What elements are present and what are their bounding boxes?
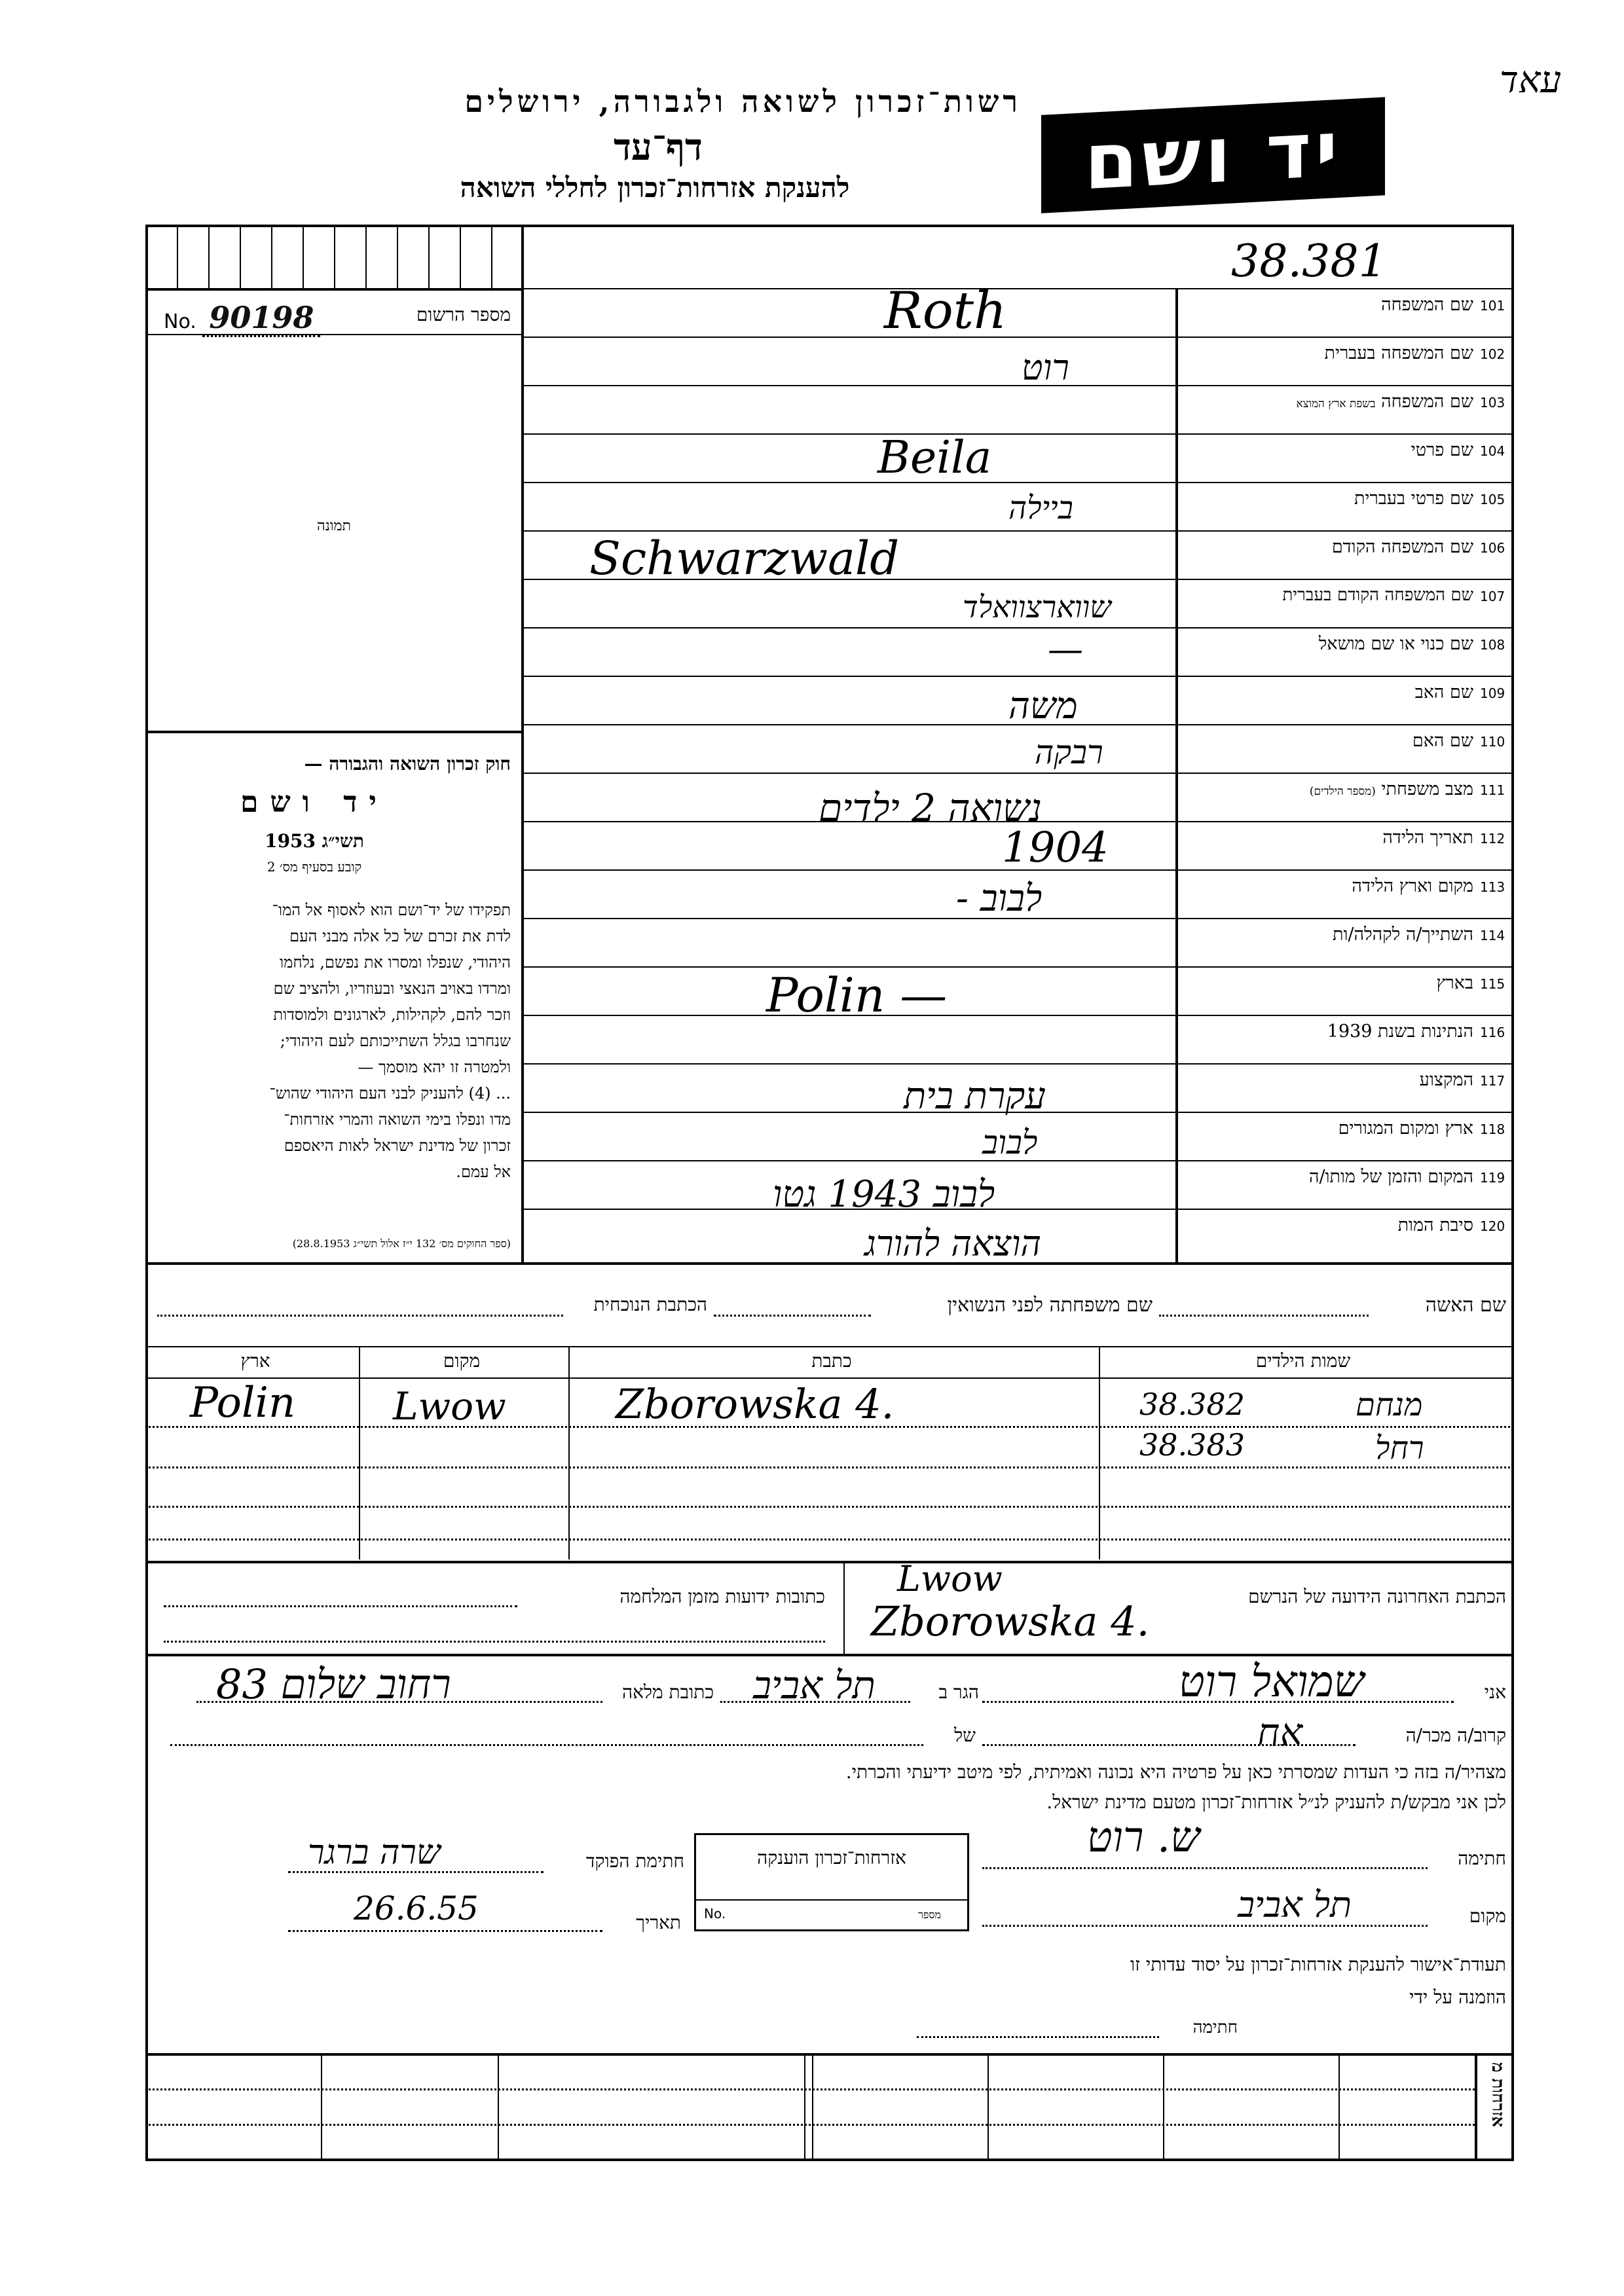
inspector-value: שרה ברגר — [308, 1833, 441, 1872]
field-number: 102 — [1480, 346, 1505, 362]
child-name: רחל — [1375, 1430, 1424, 1467]
field-number: 105 — [1480, 492, 1505, 507]
statement-2: לכן אני מבקש/ת להעניק לנ״ל אזרחות־זכרון מטעם מדינת ישראל. — [1046, 1791, 1506, 1813]
field-value-family-name: Roth — [884, 282, 1007, 340]
field-value-birth-place: לבוב - — [956, 877, 1043, 920]
field-value-death-place-time: לבוב 1943 גטו — [773, 1173, 995, 1216]
place-value: תל אביב — [1238, 1884, 1352, 1925]
field-label-previous-family-name-hebrew: שם המשפחה הקודם בעברית — [1282, 585, 1473, 605]
field-label-marital-status — [1185, 779, 1473, 799]
form-title: דף־עד — [613, 126, 703, 169]
record-id: 38.381 — [1231, 236, 1387, 287]
field-number: 117 — [1480, 1073, 1505, 1089]
law-line: ולמטרה זו יהא מוסמך — — [358, 1058, 511, 1076]
law-line: היהודי, שנפלו ומסרו את נפשם, נלחמו — [280, 953, 511, 972]
field-label-birth-date: תאריך הלידה — [1382, 828, 1473, 848]
field-number: 112 — [1480, 831, 1505, 847]
law-line: ... (4) להעניק לבני העם היהודי שהוש־ — [269, 1084, 511, 1102]
field-value-country: Polin — — [766, 968, 948, 1023]
registry-number-label: מספר הרשום — [416, 304, 511, 325]
wife-maiden-label: שם משפחתה לפני הנשואין — [947, 1294, 1153, 1317]
field-number: 107 — [1480, 589, 1505, 604]
field-value-death-cause: הוצאה להורג — [864, 1223, 1042, 1264]
children-header-address: כתבת — [811, 1350, 852, 1372]
wartime-address-label: כתובות ידועות מזמן המלחמה — [619, 1586, 825, 1607]
corner-note: ﬠﬡﬢ — [1500, 59, 1562, 101]
declarant-i-label: אני — [1484, 1681, 1506, 1703]
field-label-nickname: שם כנוי או שם מושאל — [1318, 634, 1473, 654]
registry-number — [164, 300, 320, 335]
wife-address-label: הכתבת הנוכחית — [593, 1294, 707, 1315]
field-label-mother-name: שם האם — [1412, 731, 1473, 751]
field-sublabel: בשפת ארץ המוצא — [1296, 397, 1376, 410]
field-number: 101 — [1480, 298, 1505, 314]
field-number: 118 — [1480, 1121, 1505, 1137]
children-header-names: שמות הילדים — [1255, 1350, 1351, 1372]
field-value-mother-name: רבקה — [1035, 733, 1103, 771]
stamp-title: אזרחות־זכרון הוענקה — [757, 1847, 906, 1868]
stamp-number-prefix: No. — [704, 1906, 726, 1922]
field-value-first-name-hebrew: ביילה — [1008, 490, 1073, 526]
field-label-community: השתייך/ה לקהלה/ות — [1333, 924, 1473, 945]
certificate-line-1: תעודת־אישור להענקת אזרחות־זכרון על יסוד עדותי זו — [1130, 1954, 1506, 1975]
relative-label: קרוב/ה מכר/ה — [1405, 1724, 1506, 1746]
field-value-profession: עקרת בית — [904, 1075, 1046, 1118]
field-number: 116 — [1480, 1025, 1505, 1040]
field-value-family-name-hebrew: רוט — [1022, 347, 1069, 388]
signature-label: חתימה — [1458, 1848, 1506, 1869]
field-label-first-name-hebrew: שם פרטי בעברית — [1354, 488, 1473, 509]
children-header-country: ארץ — [240, 1350, 270, 1372]
law-line: לדת את זכרם של כל אלה מבני העם — [289, 927, 511, 945]
field-label-father-name: שם האב — [1414, 682, 1473, 702]
stamp-number-label: מספר — [918, 1908, 941, 1921]
field-number: 115 — [1480, 976, 1505, 992]
field-number: 120 — [1480, 1218, 1505, 1234]
field-label-residence: ארץ ומקום המגורים — [1338, 1118, 1473, 1139]
field-label-text: מצב משפחתי — [1381, 779, 1473, 799]
last-address-value-2: Zborowska 4. — [871, 1597, 1150, 1645]
law-title: חוק זכרון השואה והגבורה — — [304, 753, 511, 774]
field-number: 109 — [1480, 685, 1505, 701]
last-address-value-1: Lwow — [897, 1558, 1003, 1599]
law-line: תפקידו של יד־ושם הוא לאסוף אל המו־ — [272, 901, 511, 919]
field-number: 111 — [1480, 782, 1505, 798]
law-line: ומרדו באויב הנאצי ובעוזריו, ולהציב שם — [273, 979, 511, 998]
registry-number-prefix: No. — [164, 310, 196, 333]
field-value-birth-date: 1904 — [1002, 824, 1109, 872]
child-id: 38.383 — [1139, 1427, 1245, 1463]
field-label-country: בארץ — [1436, 973, 1473, 993]
field-number: 106 — [1480, 540, 1505, 556]
law-line: זכרון של מדינת ישראל לאות היאספם — [284, 1137, 511, 1155]
full-address-label: כתובת מלאה — [622, 1681, 714, 1703]
field-label-death-place-time: המקום והזמן של מותו/ה — [1308, 1167, 1473, 1187]
side-print: אזרחות מ — [1488, 2062, 1507, 2128]
field-value-previous-family-name-hebrew: שווארצוואלד — [963, 589, 1111, 625]
field-number: 114 — [1480, 928, 1505, 943]
certificate-signature-label: חתימה — [1192, 2018, 1238, 2037]
full-address-value: רחוב שלום 83 — [216, 1660, 451, 1708]
children-header-place: מקום — [443, 1350, 481, 1372]
field-value-nickname: — — [1048, 629, 1083, 670]
field-label-family-name-hebrew: שם המשפחה בעברית — [1324, 343, 1473, 363]
registry-number-value: 90198 — [202, 300, 320, 337]
inspector-label: חתימת הפוקד — [586, 1850, 684, 1872]
photo-label: תמונה — [317, 518, 351, 534]
place-label: מקום — [1469, 1905, 1506, 1927]
field-number: 113 — [1480, 879, 1505, 895]
law-clause: קובע בסעיף מס׳ 2 — [267, 859, 362, 875]
field-label-profession: המקצוע — [1419, 1070, 1473, 1090]
field-value-previous-family-name: Schwarzwald — [589, 532, 900, 585]
field-label-citizenship-1939: הנתינות בשנת 1939 — [1327, 1021, 1473, 1042]
law-line: אל עמם. — [456, 1163, 511, 1181]
declarant-name: שמואל רוט — [1179, 1656, 1365, 1707]
field-sublabel: (מספר הילדים) — [1309, 785, 1376, 798]
field-number: 104 — [1480, 443, 1505, 459]
form-subtitle: להענקת אזרחות־זכרון לחללי השואה — [460, 172, 850, 204]
law-line: וזכר להם, לקהילות, לארגונים ולמוסדות — [273, 1006, 511, 1024]
field-label-death-cause: סיבת המות — [1397, 1215, 1473, 1235]
last-address-label: הכתבת האחרונה הידועה של הנרשם — [1248, 1586, 1506, 1607]
signature-value: ש. רוט — [1087, 1813, 1200, 1862]
field-label-family-name-origin — [1185, 392, 1473, 412]
field-label-text: שם המשפחה — [1381, 392, 1473, 412]
relative-value: אח — [1257, 1710, 1303, 1755]
child-country: Polin — [190, 1379, 296, 1427]
field-number: 119 — [1480, 1170, 1505, 1186]
field-label-family-name: שם המשפחה — [1381, 295, 1473, 315]
child-id: 38.382 — [1139, 1387, 1245, 1422]
of-label: של — [954, 1724, 976, 1746]
field-value-father-name: משה — [1008, 685, 1078, 727]
authority-title: רשות־זכרון לשואה ולגבורה, ירושלים — [464, 84, 1022, 119]
certificate-line-2: הוזמנה על ידי — [1409, 1986, 1506, 2008]
law-footnote: (ספר החוקים מס׳ 132 י״ז אלול תשי״ג 28.8.1953) — [292, 1237, 511, 1250]
child-place: Lwow — [393, 1384, 506, 1429]
field-value-residence: לבוב — [982, 1123, 1038, 1161]
statement-1: מצהיר/ה בזה כי העדות שמסרתי כאן על פרטיה היא נכונה ואמיתית, לפי מיטב ידיעתי והכרתי. — [845, 1761, 1506, 1783]
field-number: 103 — [1480, 395, 1505, 410]
law-year: תשי״ג 1953 — [265, 830, 364, 852]
wife-label: שם האשה — [1425, 1294, 1506, 1317]
yad-vashem-logo: יד ושם — [1041, 97, 1385, 213]
resides-value: תל אביב — [753, 1663, 876, 1707]
field-number: 110 — [1480, 734, 1505, 750]
field-value-first-name: Beila — [877, 432, 992, 484]
child-name: מנחם — [1356, 1387, 1423, 1423]
citizenship-stamp — [694, 1833, 969, 1931]
field-label-previous-family-name: שם המשפחה הקודם — [1331, 537, 1473, 557]
field-label-birth-place: מקום וארץ הלידה — [1352, 876, 1473, 896]
law-line: שנחרבו בגלל השתייכותם לעם היהודי; — [280, 1032, 511, 1050]
resides-label: הגר ב — [938, 1681, 979, 1703]
date-label: תאריך — [636, 1912, 681, 1933]
child-address: Zborowska 4. — [616, 1380, 895, 1428]
law-line: מדו ונפלו בימי השואה והמרי אזרחות־ — [284, 1110, 511, 1129]
law-org: יד ושם — [240, 786, 388, 819]
field-value-marital-status: נשואה 2 ילדים — [819, 786, 1043, 830]
date-value: 26.6.55 — [354, 1889, 479, 1927]
field-label-first-name: שם פרטי — [1411, 440, 1473, 460]
field-number: 108 — [1480, 637, 1505, 653]
